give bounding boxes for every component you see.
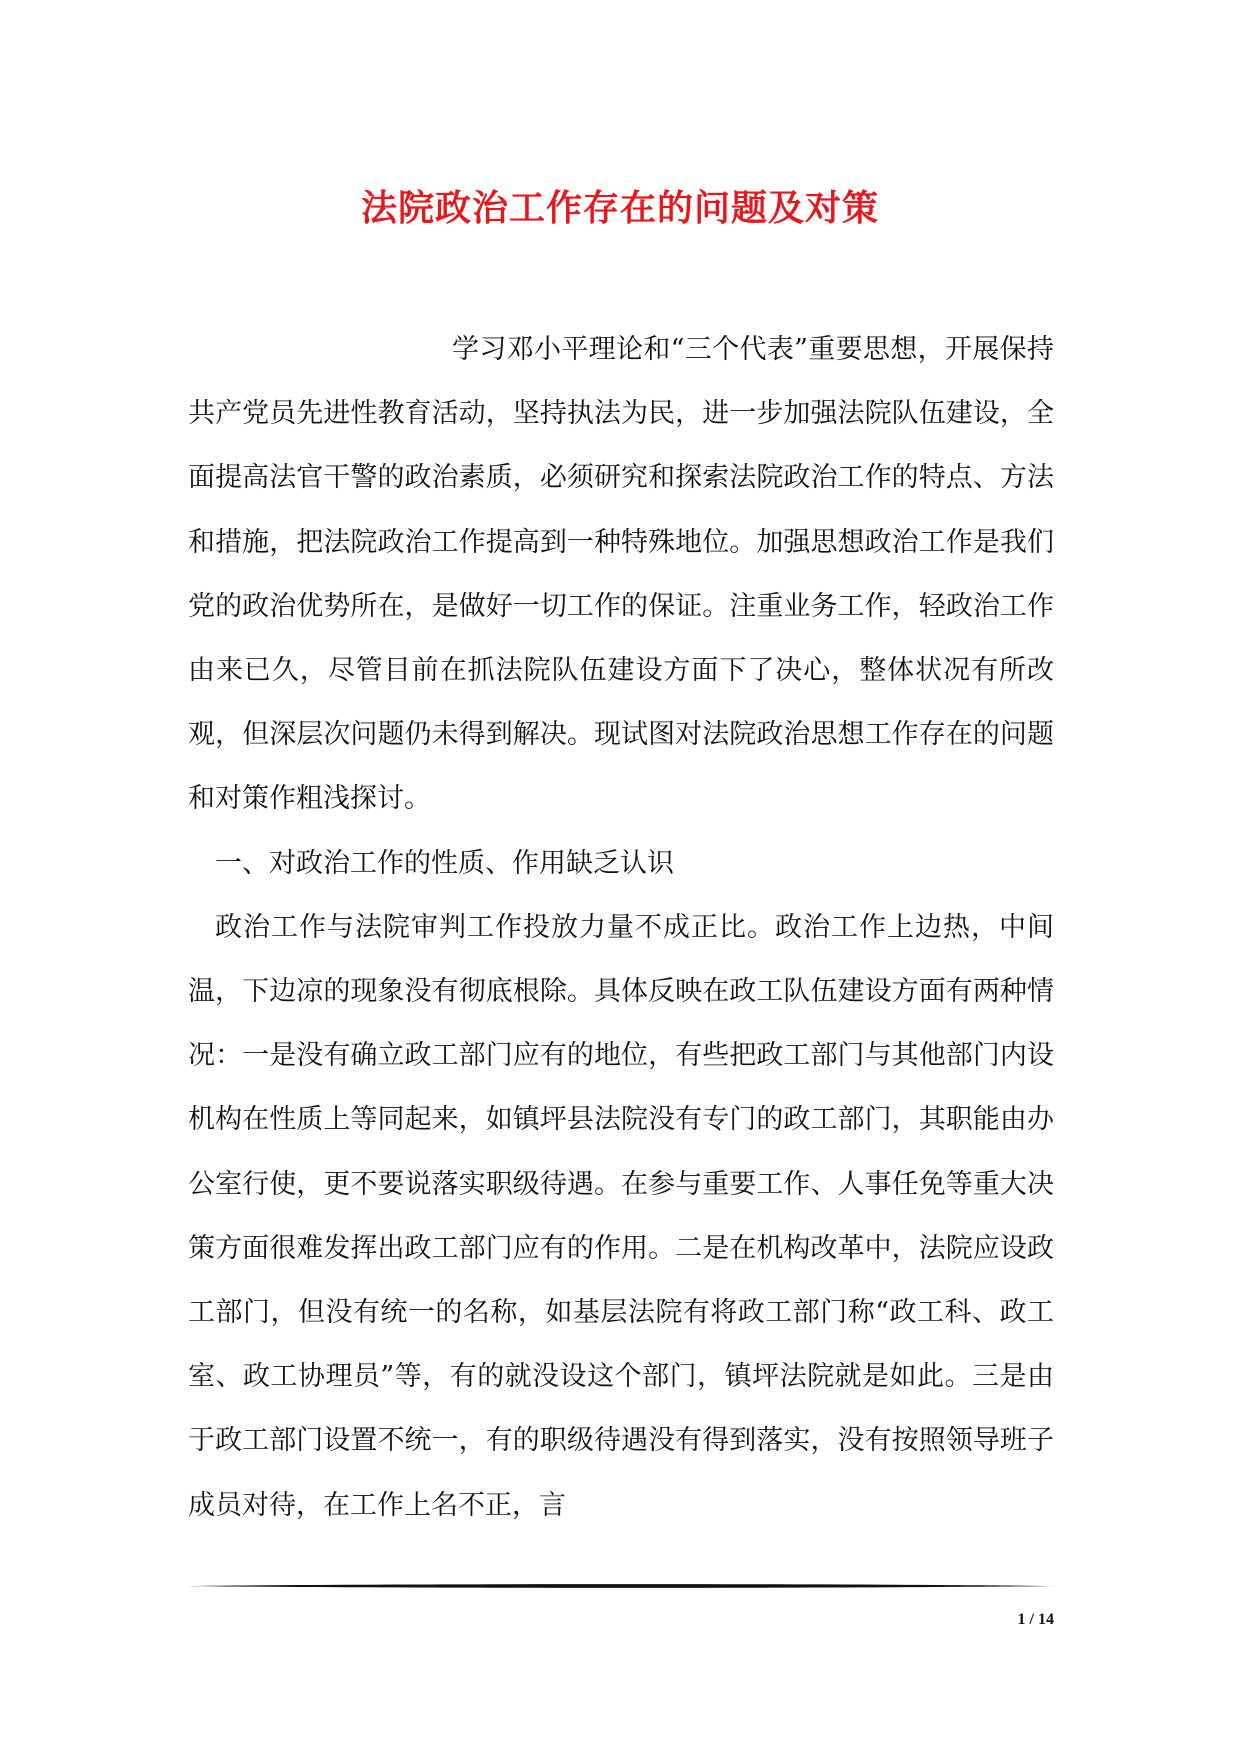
paragraph-body: 政治工作与法院审判工作投放力量不成正比。政治工作上边热，中间温，下边凉的现象没有彻底根除。具体反映在政工队伍建设方面有两种情况：一是没有确立政工部门应有的地位，有些把政工部门与其他部门内设机构在性质上等同起来，如镇坪县法院没有专门的政工部门，其职能由办公室行使，更不要说落实职级待遇。在参与重要工作、人事任免等重大决策方面很难发挥出政工部门应有的作用。二是在机构改革中，法院应设政工部门，但没有统一的名称，如基层法院有将政工部门称“政工科、政工室、政工协理员”等，有的就没设这个部门，镇坪法院就是如此。三是由于政工部门设置不统一，有的职级待遇没有得到落实，没有按照领导班子成员对待，在工作上名不正，言: [188, 911, 1054, 1521]
paragraph-intro: 学习邓小平理论和“三个代表”重要思想，开展保持共产党员先进性教育活动，坚持执法为民，进一步加强法院队伍建设，全面提高法官干警的政治素质，必须研究和探索法院政治工作的特点、方法和措施，把法院政治工作提高到一种特殊地位。加强思想政治工作是我们党的政治优势所在，是做好一切工作的保证。注重业务工作，轻政治工作由来已久，尽管目前在抓法院队伍建设方面下了决心，整体状况有所改观，但深层次问题仍未得到解决。现试图对法院政治思想工作存在的问题和对策作粗浅探讨。: [188, 334, 1054, 815]
document-title: 法院政治工作存在的问题及对策: [360, 187, 879, 230]
page-number: 1 / 14: [1017, 1611, 1054, 1628]
footer-divider: [186, 1581, 1056, 1591]
document-body: [188, 318, 1054, 1538]
section-heading: 一、对政治工作的性质、作用缺乏认识: [215, 847, 674, 879]
